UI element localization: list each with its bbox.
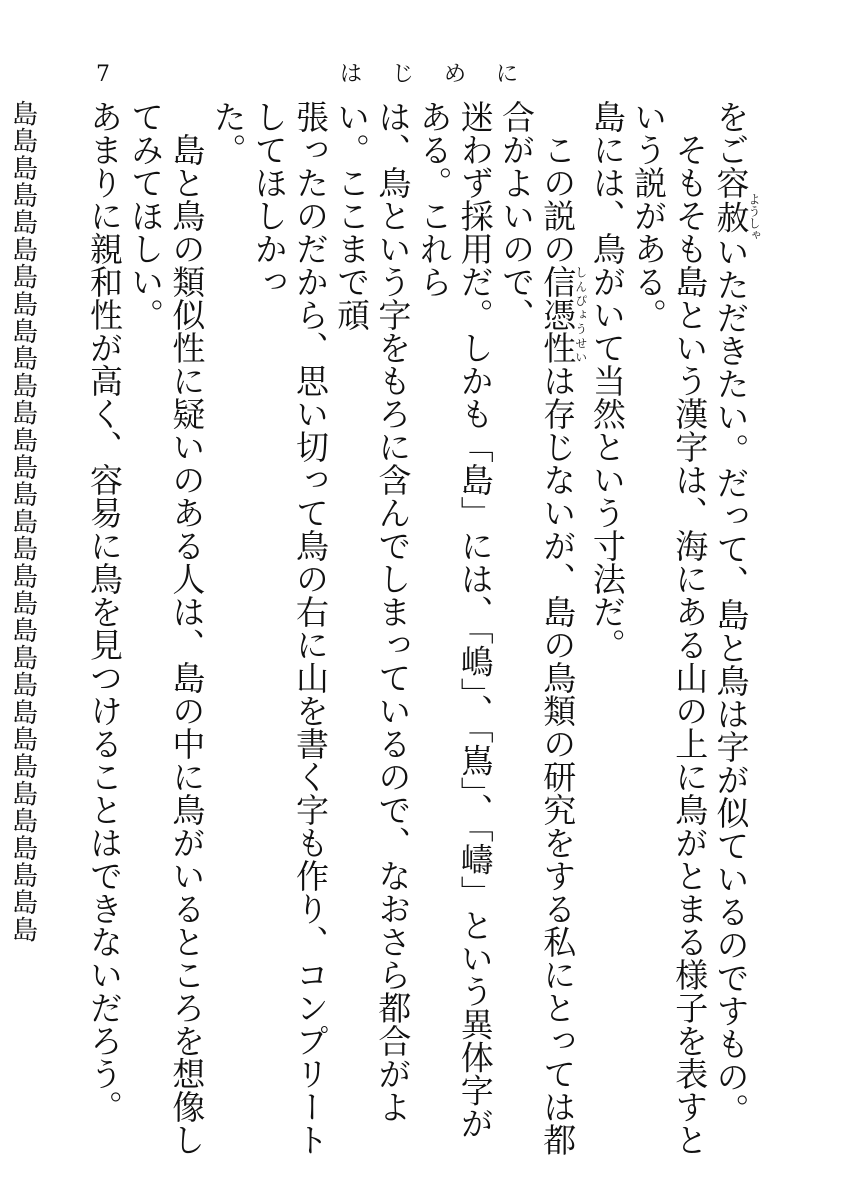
paragraph-2-line-2: 島には、鳥がいて当然という寸法だ。: [587, 100, 627, 661]
ruby-shinpyousei: 信憑性しんぴょうせい: [538, 265, 588, 364]
paragraph-1: をご容赦ようしゃいただきたい。だって、島と鳥は字が似ているのですもの。: [711, 100, 761, 1126]
paragraph-3-line-2: 迷わず採用だ。しかも「島」には、「嶋」、「嶌」、「嶹」という異体字がある。これら: [414, 100, 495, 1140]
spacer: [43, 100, 84, 101]
paragraph-4-line-1: 島と鳥の類似性に疑いのある人は、島の中に鳥がいるところを想像してみてほしい。: [126, 100, 207, 1156]
paragraph-2-line-1: そもそも島という漢字は、海にある山の上に鳥がとまる様子を表すという説がある。: [629, 100, 710, 1156]
paragraph-3-line-5: た。: [208, 100, 248, 166]
ruby-yousha: 赦ようしゃ: [711, 193, 761, 241]
running-header: はじめに: [340, 62, 549, 87]
body-text: [7, 100, 761, 1160]
paragraph-3-line-3: は、鳥という字をもろに含んでしまっているので、なおさら都合がよい。ここまで頑: [332, 100, 413, 1123]
bird-puzzle-line: 島島島島島島島島島島島島島島島島島島島島島島島島島島島島島島島: [7, 100, 38, 944]
paragraph-3-line-1: この説の信憑性しんぴょうせいは存じないが、島の鳥類の研究をする私にとっては都合がよいので、: [496, 100, 588, 1156]
paragraph-4-line-2: あまりに親和性が高く、容易に鳥を見つけることはできないだろう。: [84, 100, 124, 1123]
page-number: 7: [96, 62, 110, 87]
paragraph-3-line-4: 張ったのだから、思い切って鳥の右に山を書く字も作り、コンプリートしてほしかっ: [249, 100, 330, 1156]
